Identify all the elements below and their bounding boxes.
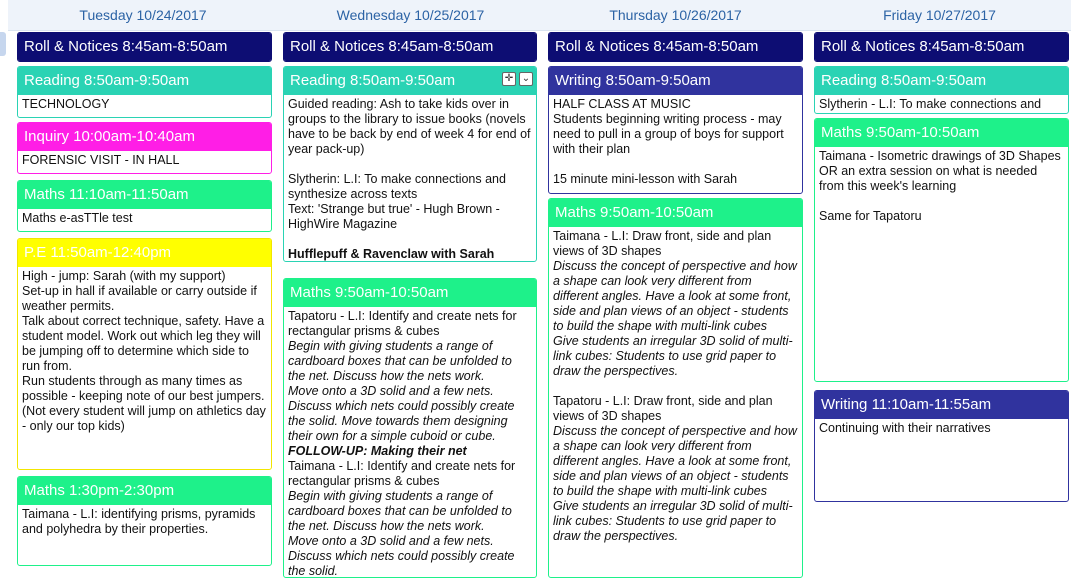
block-title-text: Maths 1:30pm-2:30pm xyxy=(24,482,175,499)
note-line: Begin with giving students a range of cardboard boxes that can be unfolded to the net. Discuss how the nets work. xyxy=(288,489,512,533)
block-body xyxy=(18,151,271,171)
schedule-block[interactable] xyxy=(814,118,1069,382)
note-line: Taimana - L.I: identifying prisms, pyramids and polyhedra by their properties. xyxy=(22,507,256,536)
move-icon[interactable]: ✛ xyxy=(502,72,516,86)
block-title-text: Maths 9:50am-10:50am xyxy=(290,284,449,301)
note-line: Continuing with their narratives xyxy=(819,421,991,435)
block-title[interactable] xyxy=(549,199,802,227)
block-title-text: Maths 9:50am-10:50am xyxy=(821,124,980,141)
note-line: Tapatoru - L.I: Identify and create nets for rectangular prisms & cubes xyxy=(288,309,517,338)
block-body xyxy=(284,307,536,578)
note-line: Taimana - L.I: Draw front, side and plan views of 3D shapes xyxy=(553,229,772,258)
block-title[interactable] xyxy=(549,33,802,61)
left-scroll-handle[interactable] xyxy=(0,32,6,56)
note-line: Set-up in hall if available or carry outside if weather permits. xyxy=(22,284,257,313)
block-title-text: Roll & Notices 8:45am-8:50am xyxy=(555,38,759,55)
block-title-text: Reading 8:50am-9:50am xyxy=(821,72,987,89)
note-line: Move onto a 3D solid and a few nets. Discuss which nets could possibly create the solid. Move towards them designing their own for a simple cuboid or cube. xyxy=(288,384,515,443)
note-line: Guided reading: Ash to take kids over in groups to the library to issue books (novels have to be back by end of week 4 for end of year pack-up) xyxy=(288,97,531,156)
day-column xyxy=(283,32,537,578)
block-title-text: Writing 8:50am-9:50am xyxy=(555,72,711,89)
spacer xyxy=(553,379,798,394)
day-header[interactable]: Thursday 10/26/2017 xyxy=(543,0,808,31)
block-title-text: Writing 11:10am-11:55am xyxy=(821,396,992,413)
block-title[interactable] xyxy=(18,181,271,209)
note-line: Students beginning writing process - may need to pull in a group of boys for support with their plan xyxy=(553,112,784,156)
block-title[interactable] xyxy=(18,239,271,267)
block-title[interactable] xyxy=(18,33,271,61)
note-line: Taimana - L.I: Identify and create nets for rectangular prisms & cubes xyxy=(288,459,516,488)
block-body xyxy=(815,147,1068,227)
day-column xyxy=(814,32,1069,552)
schedule-block[interactable] xyxy=(814,66,1069,114)
schedule-block[interactable] xyxy=(283,278,537,578)
schedule-block[interactable] xyxy=(548,32,803,62)
block-body xyxy=(18,505,271,540)
schedule-block[interactable] xyxy=(814,32,1069,62)
block-title-text: Roll & Notices 8:45am-8:50am xyxy=(24,38,228,55)
day-header[interactable]: Wednesday 10/25/2017 xyxy=(278,0,543,31)
block-body xyxy=(18,267,271,437)
note-line: Tapatoru - L.I: Draw front, side and plan views of 3D shapes xyxy=(553,394,773,423)
block-title-text: Maths 11:10am-11:50am xyxy=(24,186,189,203)
block-title[interactable] xyxy=(284,67,536,95)
schedule-block[interactable] xyxy=(814,390,1069,502)
block-title-text: Roll & Notices 8:45am-8:50am xyxy=(290,38,494,55)
schedule-block[interactable] xyxy=(548,198,803,578)
block-title[interactable] xyxy=(549,67,802,95)
note-line: Talk about correct technique, safety. Have a student model. Work out which leg they will be jumping off to determine which side to run from. xyxy=(22,314,265,373)
note-line: Discuss the concept of perspective and how a shape can look very different from different angles. Have a look at some front, side and plan views of an object - students to build the shape with multi-link cubes xyxy=(553,259,797,333)
schedule-block[interactable] xyxy=(17,122,272,174)
spacer xyxy=(819,194,1064,209)
note-line: High - jump: Sarah (with my support) xyxy=(22,269,226,283)
block-title[interactable] xyxy=(18,67,271,95)
note-line: FOLLOW-UP: Making their net xyxy=(288,444,467,458)
block-title-text: Maths 9:50am-10:50am xyxy=(555,204,714,221)
day-header[interactable]: Tuesday 10/24/2017 xyxy=(8,0,278,31)
schedule-block[interactable] xyxy=(17,32,272,62)
chevron-down-icon[interactable]: ⌄ xyxy=(519,72,533,86)
schedule-block[interactable] xyxy=(283,32,537,62)
block-title[interactable] xyxy=(815,33,1068,61)
block-title-text: Reading 8:50am-9:50am xyxy=(24,72,190,89)
schedule-block[interactable] xyxy=(17,476,272,566)
note-line: HALF CLASS AT MUSIC xyxy=(553,97,691,111)
block-body xyxy=(815,61,1068,62)
note-line: Same for Tapatoru xyxy=(819,209,922,223)
note-line: Discuss the concept of perspective and how a shape can look very different from different angles. Have a look at some front, side and plan views of an object - students to build the shape with multi-link cubes xyxy=(553,424,797,498)
block-title-text: Roll & Notices 8:45am-8:50am xyxy=(821,38,1025,55)
note-line: Slytherin: L.I: To make connections and synthesize across texts xyxy=(288,172,506,201)
note-line: Slytherin - L.I: To make connections and xyxy=(819,97,1042,111)
note-line: 15 minute mini-lesson with Sarah xyxy=(553,172,738,186)
block-body xyxy=(18,95,271,115)
block-title[interactable] xyxy=(284,279,536,307)
note-line: Give students an irregular 3D solid of multi-link cubes: Students to use grid paper to draw the perspectives. xyxy=(553,499,793,543)
schedule-block[interactable] xyxy=(283,66,537,262)
block-title[interactable] xyxy=(18,123,271,151)
schedule-block[interactable] xyxy=(548,66,803,194)
note-line: FORENSIC VISIT - IN HALL xyxy=(22,153,180,167)
note-line: Taimana - Isometric drawings of 3D Shapes OR an extra session on what is needed from this week's learning xyxy=(819,149,1061,193)
block-title-text: P.E 11:50am-12:40pm xyxy=(24,244,172,261)
spacer xyxy=(288,232,532,247)
note-line: Maths e-asTTle test xyxy=(22,211,133,225)
note-line: Move onto a 3D solid and a few nets. Discuss which nets could possibly create the solid. xyxy=(288,534,515,578)
note-line: Text: 'Strange but true' - Hugh Brown - HighWire Magazine xyxy=(288,202,500,231)
schedule-block[interactable] xyxy=(17,66,272,118)
schedule-block[interactable] xyxy=(17,180,272,232)
block-title[interactable] xyxy=(815,391,1068,419)
block-title[interactable] xyxy=(815,67,1068,95)
day-header[interactable]: Friday 10/27/2017 xyxy=(808,0,1071,31)
block-body xyxy=(18,209,271,229)
day-column xyxy=(17,32,272,552)
spacer xyxy=(288,157,532,172)
block-title[interactable] xyxy=(815,119,1068,147)
block-body xyxy=(815,95,1068,114)
day-column xyxy=(548,32,803,552)
block-title-text: Inquiry 10:00am-10:40am xyxy=(24,128,195,145)
note-line: Begin with giving students a range of cardboard boxes that can be unfolded to the net. Discuss how the nets work. xyxy=(288,339,512,383)
note-line: Run students through as many times as possible - keeping note of our best jumpers. (Not every student will jump on athletics day - only our top kids) xyxy=(22,374,266,433)
note-line: Give students an irregular 3D solid of multi-link cubes: Students to use grid paper to draw the perspectives. xyxy=(553,334,793,378)
block-body xyxy=(549,227,802,547)
note-line: TECHNOLOGY xyxy=(22,97,110,111)
block-title-text: Reading 8:50am-9:50am xyxy=(290,72,456,89)
spacer xyxy=(553,157,798,172)
note-line: Hufflepuff & Ravenclaw with Sarah xyxy=(288,247,495,261)
block-body xyxy=(284,95,536,262)
block-body xyxy=(549,95,802,190)
schedule-block[interactable] xyxy=(17,238,272,470)
block-title[interactable] xyxy=(284,33,536,61)
block-title[interactable] xyxy=(18,477,271,505)
block-body xyxy=(815,419,1068,439)
